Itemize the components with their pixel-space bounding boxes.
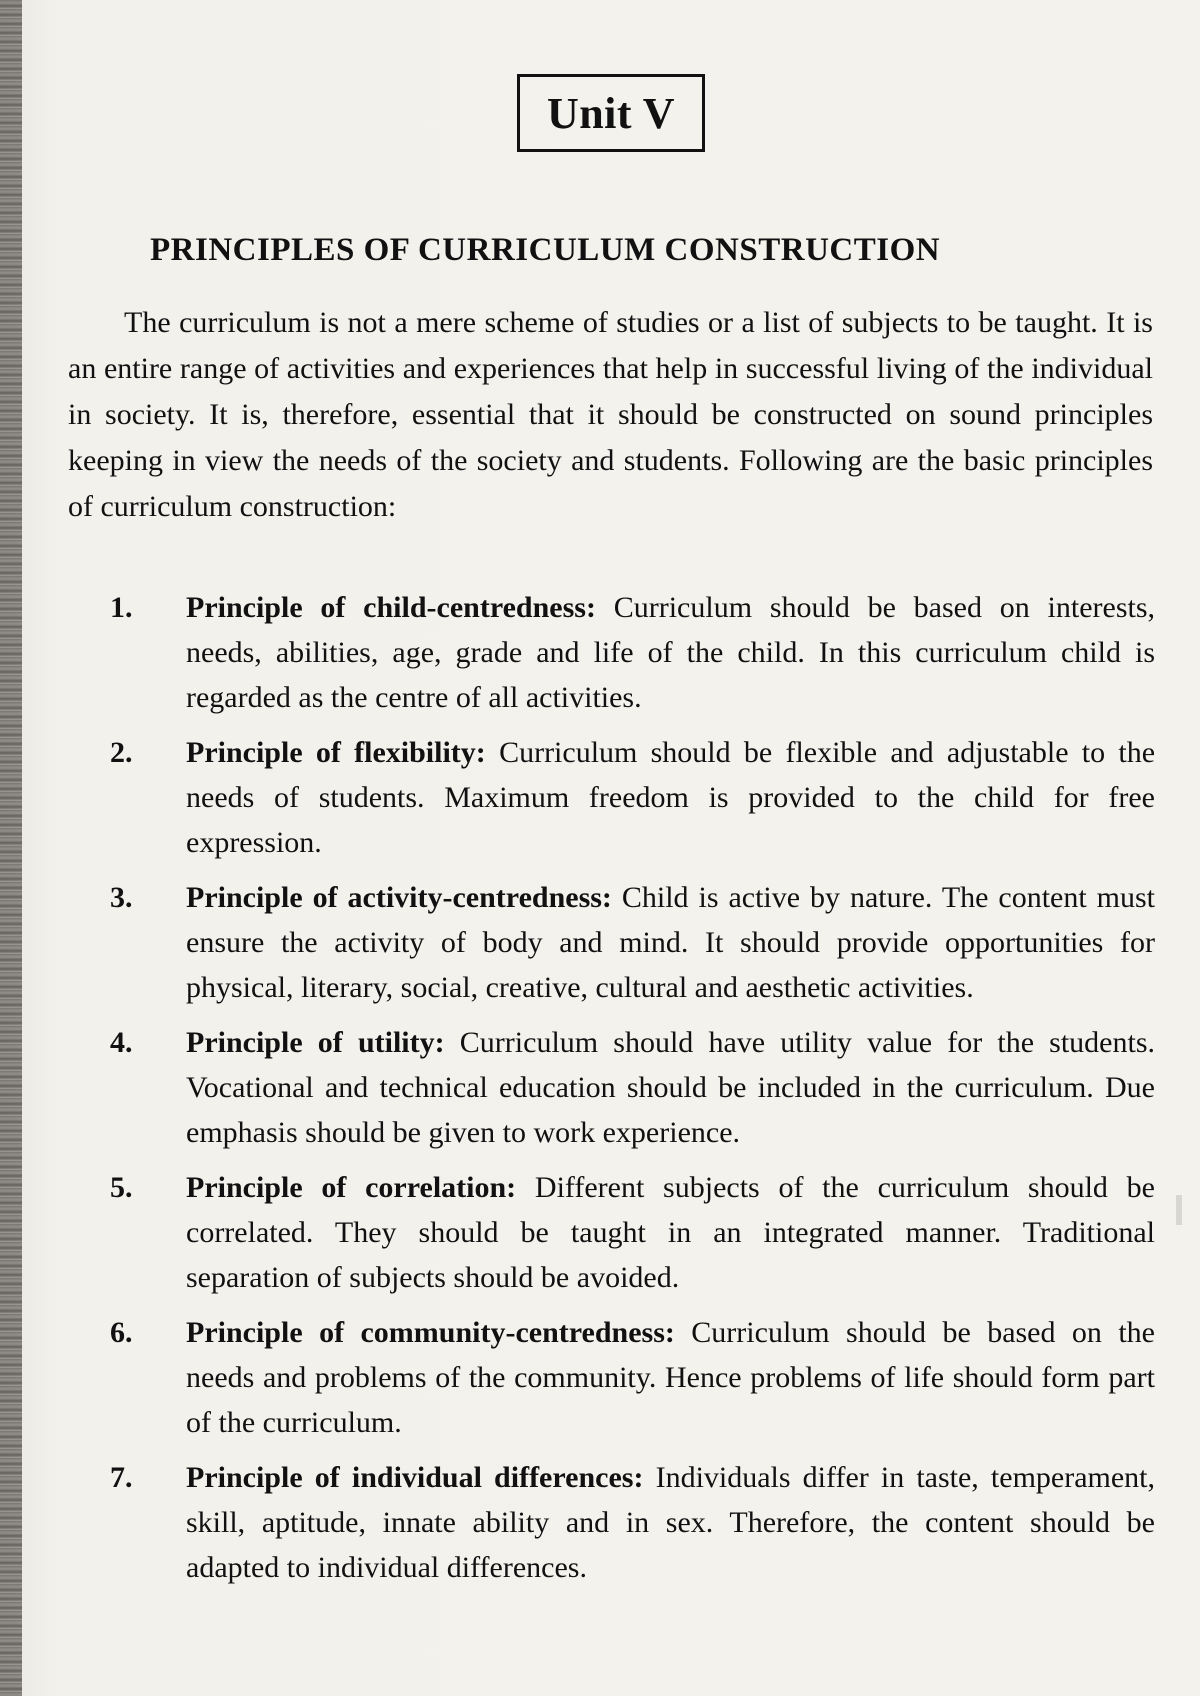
chapter-title: PRINCIPLES OF CURRICULUM CONSTRUCTION [150, 232, 941, 268]
principle-title: Principle of flexibility: [186, 736, 486, 769]
principle-title: Principle of individual differences: [186, 1461, 644, 1494]
principle-number: 2. [110, 736, 133, 769]
principle-item [110, 1020, 1155, 1155]
principle-title: Principle of correlation: [186, 1171, 517, 1204]
intro-paragraph: The curriculum is not a mere scheme of studies or a list of subjects to be taught. It is an entire range of activities and experiences that help in successful living of the individual in society. It is, therefore, essential that it should be constructed on sound principles keeping in view the needs of the society and students. Following are the basic principles of curriculum construction: [68, 306, 1153, 523]
principle-title: Principle of child-centredness: [186, 591, 596, 624]
principle-number: 3. [110, 881, 133, 914]
principle-text: Curriculum should be flexible and adjustable to the needs of students. Maximum freedom is provided to the child for free expression. [186, 736, 1156, 859]
principle-item [110, 1310, 1155, 1445]
principle-title: Principle of utility: [186, 1026, 445, 1059]
principle-number: 6. [110, 1316, 133, 1349]
principle-text: Child is active by nature. The content must ensure the activity of body and mind. It should provide opportunities for physical, literary, social, creative, cultural and aesthetic activities. [186, 881, 1155, 1004]
principles-list [110, 585, 1155, 1600]
principle-item [110, 1455, 1155, 1590]
principle-number: 5. [110, 1171, 133, 1204]
unit-heading: Unit V [546, 88, 676, 138]
principle-item [110, 1165, 1155, 1300]
principle-text: Curriculum should be based on interests, needs, abilities, age, grade and life of the child. In this curriculum child is regarded as the centre of all activities. [186, 591, 1156, 714]
principle-text: Different subjects of the curriculum should be correlated. They should be taught in an integrated manner. Traditional separation of subjects should be avoided. [186, 1171, 1155, 1294]
principle-text: Curriculum should be based on the needs and problems of the community. Hence problems of life should form part of the curriculum. [186, 1316, 1155, 1439]
principle-title: Principle of activity-centredness: [186, 881, 612, 914]
page-edge-mark [1176, 1195, 1182, 1225]
principle-title: Principle of community-centredness: [186, 1316, 675, 1349]
principle-item [110, 585, 1155, 720]
book-binding-edge [0, 0, 22, 1696]
principle-number: 1. [110, 591, 133, 624]
principle-item [110, 730, 1155, 865]
principle-item [110, 875, 1155, 1010]
principle-number: 7. [110, 1461, 133, 1494]
unit-heading-box [517, 74, 705, 152]
principle-text: Curriculum should have utility value for the students. Vocational and technical education should be included in the curriculum. Due emphasis should be given to work experience. [186, 1026, 1156, 1149]
principle-text: Individuals differ in taste, temperament, skill, aptitude, innate ability and in sex. Therefore, the content should be adapted to individual differences. [186, 1461, 1156, 1584]
principle-number: 4. [110, 1026, 133, 1059]
